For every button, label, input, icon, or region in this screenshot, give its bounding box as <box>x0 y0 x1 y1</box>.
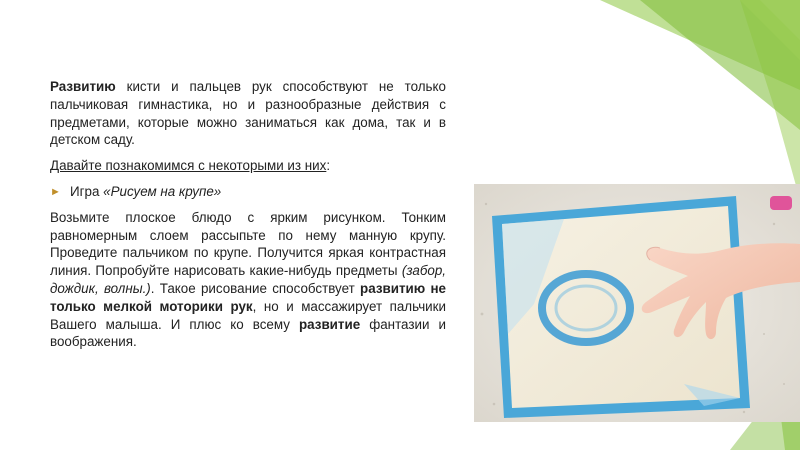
instructions-paragraph <box>50 209 446 351</box>
game-title: «Рисуем на крупе» <box>103 183 222 199</box>
instr-bold2: развитие <box>299 316 361 332</box>
instr-part4: фантазии и воображения. <box>50 316 446 350</box>
instr-part2: . Такое рисование способствует <box>150 280 361 296</box>
acquaintance-line <box>50 157 446 175</box>
instr-italic: (забор, дождик, волны.) <box>50 263 446 296</box>
instr-bold1: развитию не только мелкой моторики рук <box>50 280 446 314</box>
instr-part3: , но и массажирует пальчики Вашего малыша. И плюс ко всему <box>50 298 446 332</box>
intro-paragraph <box>50 78 446 149</box>
game-prefix: Игра <box>70 183 104 199</box>
triangle-bullet-icon: ► <box>50 185 61 198</box>
acquaintance-colon: : <box>326 158 331 174</box>
intro-text: кисти и пальцев рук способствуют не только пальчиковая гимнастика, но и разнообразные действия с предметами, которые можно заниматься как дома, так и в детском саду. <box>50 79 446 148</box>
acquaintance-underlined: Давайте познакомимся с некоторыми из них <box>50 158 327 174</box>
instr-part1: Возьмите плоское блюдо с ярким рисунком. Тонким равномерным слоем рассыпьте по нему манную крупу. Проведите пальчиком по крупе. Получится яркая контрастная линия. Попробуйте нарисовать какие-нибудь предметы <box>50 209 446 279</box>
game-bullet <box>50 183 446 201</box>
intro-bold-word: Развитию <box>50 79 116 94</box>
semolina-drawing-photo <box>474 184 800 422</box>
main-text <box>50 78 446 351</box>
